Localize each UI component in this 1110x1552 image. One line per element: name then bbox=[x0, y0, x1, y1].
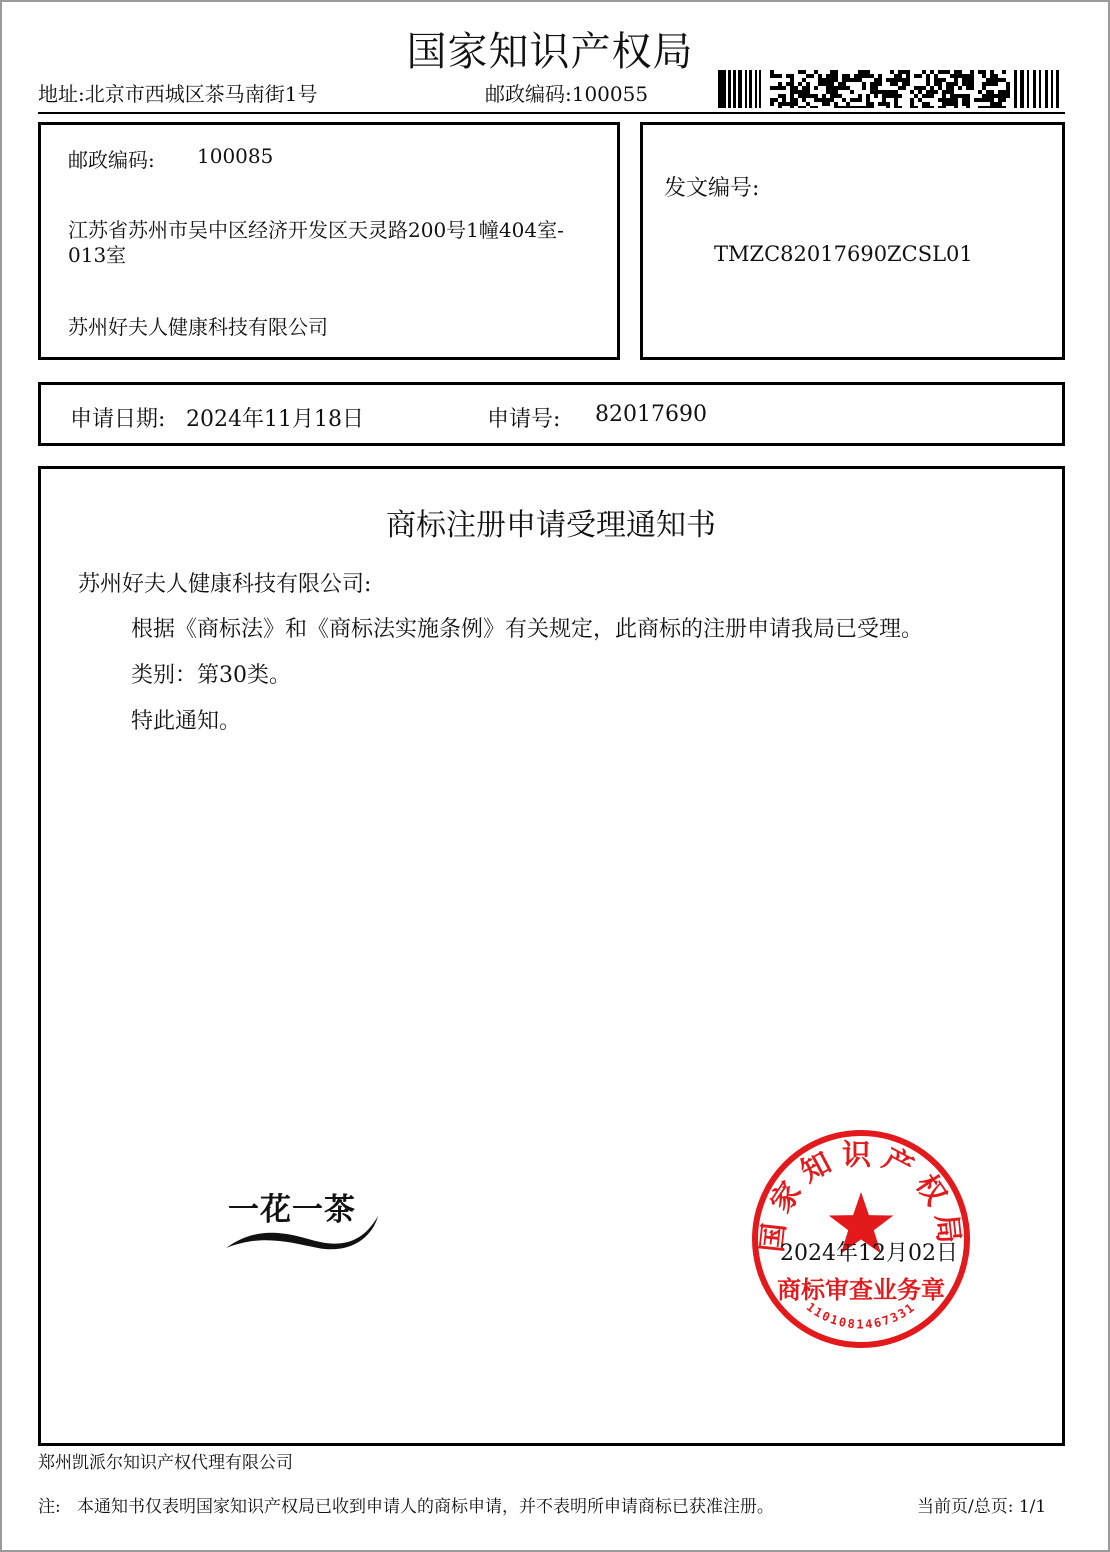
application-date-value: 2024年11月18日 bbox=[186, 407, 364, 432]
notice-salutation: 苏州好夫人健康科技有限公司: bbox=[78, 572, 372, 597]
header-divider bbox=[38, 112, 1065, 114]
footer-note: 注: 本通知书仅表明国家知识产权局已收到申请人的商标申请，并不表明所申请商标已获准注册。 bbox=[38, 1497, 774, 1517]
recipient-address-line1: 江苏省苏州市吴中区经济开发区天灵路200号1幢404室- bbox=[68, 218, 564, 242]
page-indicator: 当前页/总页: 1/1 bbox=[917, 1497, 1047, 1517]
svg-text:1101081467331 bbox=[804, 1300, 918, 1332]
doc-number-value: TMZC82017690ZCSL01 bbox=[714, 242, 973, 266]
office-title: 国家知识产权局 bbox=[406, 29, 694, 75]
trademark-text: 一花一茶 bbox=[228, 1192, 356, 1228]
notice-body: 根据《商标法》和《商标法实施条例》有关规定，此商标的注册申请我局已受理。 bbox=[131, 617, 924, 642]
application-number-label: 申请号: bbox=[487, 407, 561, 432]
doc-number-label: 发文编号: bbox=[664, 176, 760, 201]
recipient-postcode-label: 邮政编码: bbox=[68, 148, 155, 172]
office-postcode: 邮政编码:100055 bbox=[485, 82, 649, 106]
recipient-postcode-value: 100085 bbox=[197, 144, 274, 168]
barcode bbox=[718, 70, 1060, 108]
seal-center-text: 商标审查业务章 bbox=[777, 1276, 945, 1304]
seal-arc-text: 国家知识产权局 bbox=[754, 1137, 968, 1254]
notice-closing: 特此通知。 bbox=[131, 709, 242, 734]
seal-serial: 1101081467331 bbox=[803, 1299, 919, 1332]
recipient-company: 苏州好夫人健康科技有限公司 bbox=[68, 315, 328, 339]
recipient-address-line2: 013室 bbox=[68, 243, 127, 267]
notice-date: 2024年12月02日 bbox=[780, 1241, 958, 1266]
agent-name: 郑州凯派尔知识产权代理有限公司 bbox=[38, 1453, 293, 1473]
office-address: 地址:北京市西城区茶马南街1号 bbox=[38, 82, 318, 106]
notice-category: 类别：第30类。 bbox=[131, 663, 291, 688]
application-date-label: 申请日期: bbox=[70, 407, 166, 432]
notice-title: 商标注册申请受理通知书 bbox=[386, 508, 716, 543]
doc-number-box bbox=[640, 122, 1065, 360]
application-number-value: 82017690 bbox=[595, 402, 707, 427]
